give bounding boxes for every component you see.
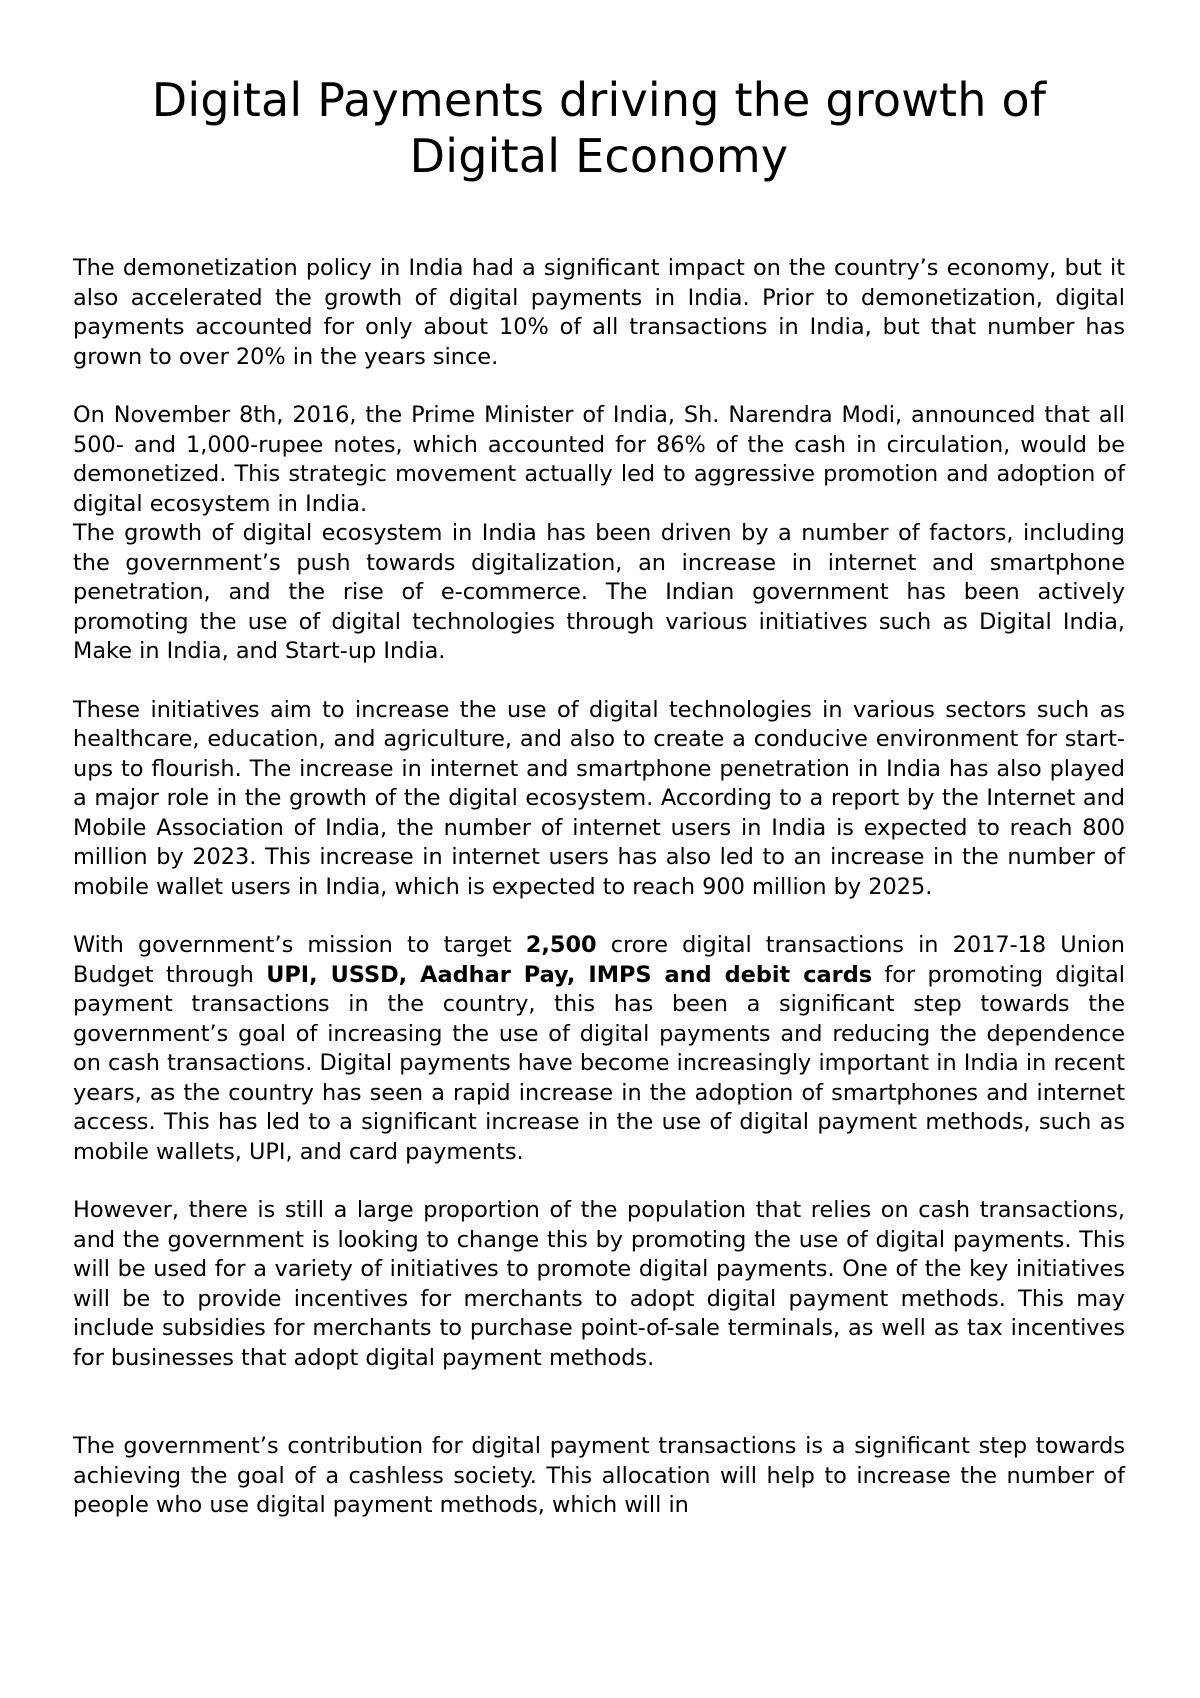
paragraph-november-announcement: On November 8th, 2016, the Prime Minister of India, Sh. Narendra Modi, announced that all 500- and 1,000-rupee notes, which accounted for 86% of the cash in circulation, would be demonetized. This strategic movement actually led to aggressive promotion and adoption of digital ecosystem in India. bbox=[73, 402, 1125, 517]
paragraph-growth-factors: The growth of digital ecosystem in India has been driven by a number of factors, including the government’s push towards digitalization, an increase in internet and smartphone penetration, and the rise of e-commerce. The Indian government has been actively promoting the use of digital technologies through various initiatives such as Digital India, Make in India, and Start-up India. bbox=[73, 520, 1125, 664]
bold-payment-channels: UPI, USSD, Aadhar Pay, IMPS and debit cards bbox=[266, 961, 873, 988]
paragraph-cash-reliance: However, there is still a large proportion of the population that relies on cash transactions, and the government is looking to change this by promoting the use of digital payments. This will be used for a variety of initiatives to promote digital payments. One of the key initiatives will be to provide incentives for merchants to adopt digital payment methods. This may include subsidies for merchants to purchase point-of-sale terminals, as well as tax incentives for businesses that adopt digital payment methods. bbox=[73, 1197, 1125, 1371]
paragraph-cashless-society: The government’s contribution for digital payment transactions is a significant step towards achieving the goal of a cashless society. This allocation will help to increase the number of people who use digital payment methods, which will in bbox=[73, 1433, 1125, 1518]
bold-target-number: 2,500 bbox=[525, 932, 597, 958]
paragraph-text: crore digital transactions in 2017-18 Union Budget through bbox=[73, 932, 1125, 988]
paragraph-text: With government’s mission to target bbox=[73, 932, 526, 958]
paragraph-text: for promoting digital payment transactions in the country, this has been a significant step towards the government’s goal of increasing the use of digital payments and reducing the dependence on cash transactions. Digital payments have become increasingly important in India in recent years, as the country has seen a rapid increase in the adoption of smartphones and internet access. This has led to a significant increase in the use of digital payment methods, such as mobile wallets, UPI, and card payments. bbox=[73, 961, 1125, 1165]
document-title: Digital Payments driving the growth of Digital Economy bbox=[151, 73, 1047, 183]
paragraph-initiatives: These initiatives aim to increase the use of digital technologies in various sectors such as healthcare, education, and agriculture, and also to create a conducive environment for start-ups to flourish. The increase in internet and smartphone penetration in India has also played a major role in the growth of the digital ecosystem. According to a report by the Internet and Mobile Association of India, the number of internet users in India is expected to reach 800 million by 2023. This increase in internet users has also led to an increase in the number of mobile wallet users in India, which is expected to reach 900 million by 2025. bbox=[73, 696, 1125, 900]
paragraph-demonetization-impact: The demonetization policy in India had a significant impact on the country’s economy, but it also accelerated the growth of digital payments in India. Prior to demonetization, digital payments accounted for only about 10% of all transactions in India, but that number has grown to over 20% in the years since. bbox=[73, 255, 1125, 370]
paragraph-government-mission bbox=[73, 931, 1125, 1167]
